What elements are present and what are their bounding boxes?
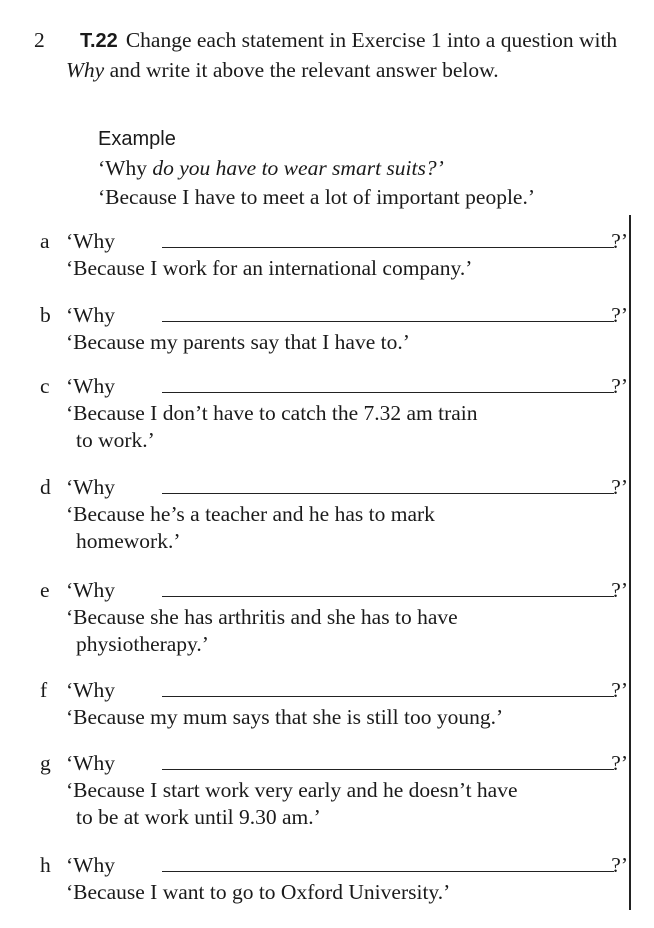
example-question-italic: do you have to wear smart suits?’	[152, 156, 444, 180]
question-line	[66, 750, 630, 777]
question-end: ?’	[611, 374, 628, 398]
answer-line-2: to work.’	[76, 428, 155, 452]
instruction-text-end: and write it above the relevant answer below.	[104, 58, 499, 82]
question-end: ?’	[611, 229, 628, 253]
answer-line-2: homework.’	[76, 529, 181, 553]
answer-blank[interactable]	[162, 596, 614, 597]
answer-line-1: ‘Because he’s a teacher and he has to mark	[66, 502, 435, 526]
answer-blank[interactable]	[162, 769, 614, 770]
item-answer	[66, 329, 636, 356]
question-line	[66, 577, 630, 604]
exercise-number: 2	[34, 28, 45, 52]
question-line	[66, 228, 630, 255]
item-answer	[66, 501, 636, 555]
question-start: ‘Why	[66, 853, 115, 877]
item-answer	[66, 255, 636, 282]
instruction-keyword: Why	[66, 58, 105, 82]
answer-blank[interactable]	[162, 493, 614, 494]
answer-line-1: ‘Because I start work very early and he doesn’t have	[66, 778, 518, 802]
question-start: ‘Why	[66, 475, 115, 499]
question-start: ‘Why	[66, 374, 115, 398]
question-end: ?’	[611, 853, 628, 877]
question-line	[66, 302, 630, 329]
answer-line-2: to be at work until 9.30 am.’	[76, 805, 321, 829]
item-answer	[66, 400, 636, 454]
question-line	[66, 852, 630, 879]
question-start: ‘Why	[66, 229, 115, 253]
question-line	[66, 677, 630, 704]
item-letter: c	[40, 374, 50, 398]
item-answer	[66, 879, 636, 906]
question-line	[66, 373, 630, 400]
question-end: ?’	[611, 578, 628, 602]
question-end: ?’	[611, 475, 628, 499]
answer-blank[interactable]	[162, 247, 614, 248]
question-start: ‘Why	[66, 751, 115, 775]
answer-line-1: ‘Because she has arthritis and she has to have	[66, 605, 458, 629]
answer-blank[interactable]	[162, 321, 614, 322]
example-question: ‘Why do you have to wear smart suits?’	[98, 156, 444, 180]
item-letter: g	[40, 751, 51, 775]
question-start: ‘Why	[66, 678, 115, 702]
answer-blank[interactable]	[162, 392, 614, 393]
question-end: ?’	[611, 303, 628, 327]
item-answer	[66, 604, 636, 658]
question-end: ?’	[611, 678, 628, 702]
item-letter: a	[40, 229, 50, 253]
answer-blank[interactable]	[162, 696, 614, 697]
item-letter: h	[40, 853, 51, 877]
instruction-text-start: Change each statement in Exercise 1 into a question with	[125, 28, 618, 52]
question-start: ‘Why	[66, 303, 115, 327]
item-letter: f	[40, 678, 48, 702]
example-block	[98, 125, 535, 212]
answer-blank[interactable]	[162, 871, 614, 872]
answer-line-2: physiotherapy.’	[76, 632, 209, 656]
answer-line-1: ‘Because I want to go to Oxford University.’	[66, 880, 451, 904]
example-answer: ‘Because I have to meet a lot of important people.’	[98, 185, 536, 209]
item-letter: d	[40, 475, 51, 499]
item-letter: e	[40, 578, 50, 602]
exercise-instruction	[66, 26, 641, 85]
item-answer	[66, 704, 636, 731]
answer-line-1: ‘Because I work for an international company.’	[66, 256, 473, 280]
question-start: ‘Why	[66, 578, 115, 602]
track-code: T.22	[80, 30, 118, 52]
example-title: Example	[98, 128, 176, 150]
item-answer	[66, 777, 636, 831]
question-line	[66, 474, 630, 501]
answer-line-1: ‘Because I don’t have to catch the 7.32 am train	[66, 401, 478, 425]
item-letter: b	[40, 303, 51, 327]
answer-line-1: ‘Because my mum says that she is still too young.’	[66, 705, 504, 729]
answer-line-1: ‘Because my parents say that I have to.’	[66, 330, 410, 354]
question-end: ?’	[611, 751, 628, 775]
